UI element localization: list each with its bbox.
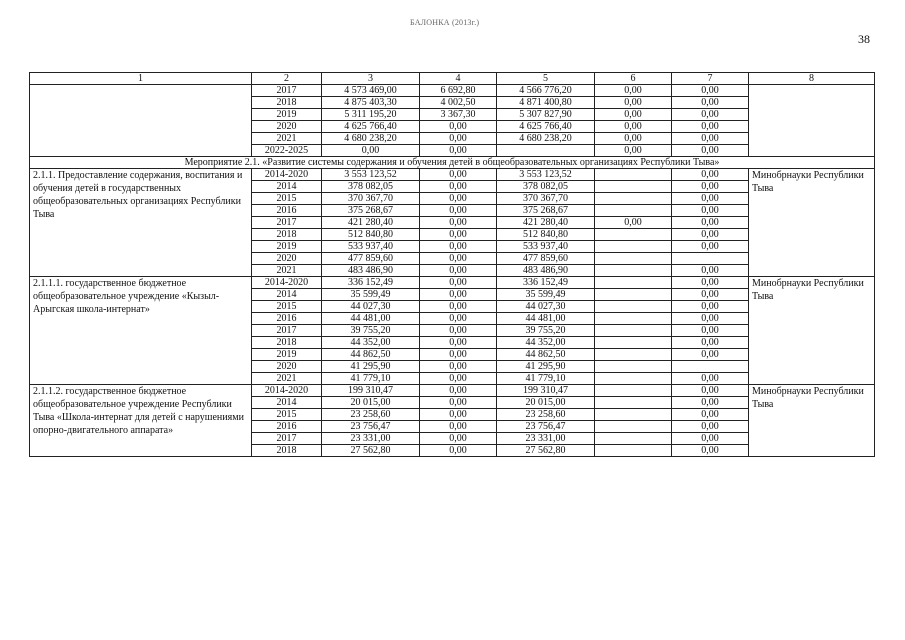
table-cell: 0,00 xyxy=(672,205,749,217)
table-cell: 0,00 xyxy=(672,289,749,301)
table-cell: 0,00 xyxy=(672,385,749,397)
table-cell: 2014-2020 xyxy=(252,169,322,181)
table-cell: 0,00 xyxy=(672,181,749,193)
table-cell: 39 755,20 xyxy=(497,325,595,337)
budget-table xyxy=(29,72,875,457)
responsible-cell: Минобрнауки Республики Тыва xyxy=(749,385,875,457)
table-cell: 2020 xyxy=(252,253,322,265)
table-cell: 41 779,10 xyxy=(497,373,595,385)
table-cell xyxy=(595,385,672,397)
description-cell: 2.1.1. Предоставление содержания, воспитания и обучения детей в государственных общеобразовательных организациях Республики Тыва xyxy=(30,169,252,277)
table-cell: 35 599,49 xyxy=(322,289,420,301)
table-cell xyxy=(595,421,672,433)
table-cell: 512 840,80 xyxy=(322,229,420,241)
table-cell: 0,00 xyxy=(672,133,749,145)
table-cell xyxy=(595,409,672,421)
table-cell xyxy=(595,205,672,217)
table-cell: 6 692,80 xyxy=(420,85,497,97)
description-cell: 2.1.1.2. государственное бюджетное общеобразовательное учреждение Республики Тыва «Школа-интернат для детей с нарушениями опорно-двигательного аппарата» xyxy=(30,385,252,457)
table-cell: 2016 xyxy=(252,205,322,217)
table-cell: 0,00 xyxy=(595,97,672,109)
table-cell: 0,00 xyxy=(672,373,749,385)
table-cell: 2021 xyxy=(252,133,322,145)
table-cell: 4 566 776,20 xyxy=(497,85,595,97)
table-cell: 421 280,40 xyxy=(497,217,595,229)
header-stamp: БАЛОНКА (2013г.) xyxy=(410,18,480,27)
table-cell xyxy=(595,289,672,301)
column-header: 4 xyxy=(420,73,497,85)
table-cell: 2018 xyxy=(252,445,322,457)
table-cell: 0,00 xyxy=(672,229,749,241)
table-cell: 2019 xyxy=(252,109,322,121)
table-cell: 2014 xyxy=(252,181,322,193)
table-cell: 0,00 xyxy=(672,397,749,409)
table-cell: 2014-2020 xyxy=(252,277,322,289)
table-cell: 2018 xyxy=(252,229,322,241)
table-cell: 2016 xyxy=(252,421,322,433)
table-cell: 5 307 827,90 xyxy=(497,109,595,121)
table-cell xyxy=(595,301,672,313)
table-cell: 483 486,90 xyxy=(497,265,595,277)
table-cell xyxy=(497,145,595,157)
table-cell xyxy=(595,229,672,241)
table-cell: 0,00 xyxy=(672,337,749,349)
column-header: 6 xyxy=(595,73,672,85)
table-cell: 0,00 xyxy=(420,361,497,373)
table-cell: 2017 xyxy=(252,85,322,97)
table-cell xyxy=(595,433,672,445)
table-cell: 336 152,49 xyxy=(497,277,595,289)
table-cell: 0,00 xyxy=(420,325,497,337)
table-cell: 0,00 xyxy=(420,397,497,409)
table-cell: 4 871 400,80 xyxy=(497,97,595,109)
table-cell: 2018 xyxy=(252,97,322,109)
table-cell: 20 015,00 xyxy=(497,397,595,409)
table-cell: 0,00 xyxy=(420,421,497,433)
table-cell: 2015 xyxy=(252,301,322,313)
table-cell: 4 680 238,20 xyxy=(322,133,420,145)
table-cell: 2017 xyxy=(252,325,322,337)
table-cell: 2020 xyxy=(252,361,322,373)
table-cell: 2019 xyxy=(252,241,322,253)
table-row xyxy=(30,85,875,97)
table-row xyxy=(30,277,875,289)
column-header: 3 xyxy=(322,73,420,85)
table-cell: 0,00 xyxy=(420,121,497,133)
table-cell: 0,00 xyxy=(672,325,749,337)
table-cell xyxy=(595,325,672,337)
table-cell: 0,00 xyxy=(420,145,497,157)
table-cell: 4 680 238,20 xyxy=(497,133,595,145)
table-cell: 0,00 xyxy=(672,409,749,421)
table-cell: 0,00 xyxy=(420,445,497,457)
table-cell: 0,00 xyxy=(420,337,497,349)
table-cell: 370 367,70 xyxy=(497,193,595,205)
table-cell: 0,00 xyxy=(420,181,497,193)
table-cell: 3 553 123,52 xyxy=(322,169,420,181)
table-cell: 199 310,47 xyxy=(322,385,420,397)
table-cell: 375 268,67 xyxy=(322,205,420,217)
table-cell: 533 937,40 xyxy=(497,241,595,253)
table-cell: 4 625 766,40 xyxy=(322,121,420,133)
column-header: 5 xyxy=(497,73,595,85)
table-cell: 2017 xyxy=(252,433,322,445)
table-cell: 27 562,80 xyxy=(497,445,595,457)
event-title: Мероприятие 2.1. «Развитие системы содержания и обучения детей в общеобразовательных организациях Республики Тыва» xyxy=(30,157,875,169)
table-cell: 3 553 123,52 xyxy=(497,169,595,181)
table-cell: 41 295,90 xyxy=(497,361,595,373)
table-body xyxy=(30,73,875,457)
table-cell: 0,00 xyxy=(672,85,749,97)
table-row xyxy=(30,169,875,181)
responsible-cell: Минобрнауки Республики Тыва xyxy=(749,169,875,277)
table-cell xyxy=(595,277,672,289)
table-cell: 378 082,05 xyxy=(497,181,595,193)
table-cell: 4 002,50 xyxy=(420,97,497,109)
table-cell: 0,00 xyxy=(672,241,749,253)
table-cell: 0,00 xyxy=(420,373,497,385)
table-cell: 483 486,90 xyxy=(322,265,420,277)
page-number: 38 xyxy=(858,32,870,46)
table-cell: 44 481,00 xyxy=(497,313,595,325)
table-cell: 533 937,40 xyxy=(322,241,420,253)
table-cell: 23 258,60 xyxy=(322,409,420,421)
table-cell: 0,00 xyxy=(672,169,749,181)
table-cell: 0,00 xyxy=(420,229,497,241)
description-cell xyxy=(30,85,252,157)
table-cell: 0,00 xyxy=(595,121,672,133)
table-cell: 0,00 xyxy=(595,145,672,157)
table-cell: 44 352,00 xyxy=(497,337,595,349)
table-cell: 0,00 xyxy=(420,193,497,205)
table-cell: 0,00 xyxy=(672,109,749,121)
table-cell: 0,00 xyxy=(420,253,497,265)
table-cell xyxy=(595,241,672,253)
table-cell: 2022-2025 xyxy=(252,145,322,157)
table-cell: 44 027,30 xyxy=(497,301,595,313)
table-cell: 44 352,00 xyxy=(322,337,420,349)
table-cell: 35 599,49 xyxy=(497,289,595,301)
table-cell: 0,00 xyxy=(420,433,497,445)
table-cell xyxy=(672,361,749,373)
table-cell: 336 152,49 xyxy=(322,277,420,289)
description-cell: 2.1.1.1. государственное бюджетное общеобразовательное учреждение «Кызыл-Арыгская школа-интернат» xyxy=(30,277,252,385)
table-cell: 2019 xyxy=(252,349,322,361)
table-cell xyxy=(595,397,672,409)
table-cell: 477 859,60 xyxy=(497,253,595,265)
table-cell: 0,00 xyxy=(672,97,749,109)
table-cell: 375 268,67 xyxy=(497,205,595,217)
table-cell: 0,00 xyxy=(595,217,672,229)
table-cell xyxy=(595,169,672,181)
table-cell: 2014-2020 xyxy=(252,385,322,397)
table-cell: 0,00 xyxy=(420,217,497,229)
table-cell: 5 311 195,20 xyxy=(322,109,420,121)
table-cell: 44 862,50 xyxy=(322,349,420,361)
table-cell: 0,00 xyxy=(672,193,749,205)
table-cell: 0,00 xyxy=(420,385,497,397)
table-cell: 2015 xyxy=(252,409,322,421)
table-cell: 0,00 xyxy=(672,265,749,277)
table-cell: 0,00 xyxy=(672,145,749,157)
table-cell: 0,00 xyxy=(672,421,749,433)
table-cell: 41 295,90 xyxy=(322,361,420,373)
table-cell xyxy=(595,349,672,361)
responsible-cell xyxy=(749,85,875,157)
column-header: 1 xyxy=(30,73,252,85)
table-cell xyxy=(595,193,672,205)
table-cell: 2021 xyxy=(252,265,322,277)
table-cell: 199 310,47 xyxy=(497,385,595,397)
table-cell: 2014 xyxy=(252,289,322,301)
table-cell: 0,00 xyxy=(672,217,749,229)
table-cell: 23 331,00 xyxy=(497,433,595,445)
table-cell: 23 331,00 xyxy=(322,433,420,445)
table-cell: 0,00 xyxy=(420,265,497,277)
table-cell: 44 862,50 xyxy=(497,349,595,361)
table-cell: 39 755,20 xyxy=(322,325,420,337)
table-cell: 23 756,47 xyxy=(497,421,595,433)
table-cell: 477 859,60 xyxy=(322,253,420,265)
table-cell: 370 367,70 xyxy=(322,193,420,205)
table-cell xyxy=(595,253,672,265)
table-cell: 44 481,00 xyxy=(322,313,420,325)
table-cell: 0,00 xyxy=(672,445,749,457)
table-cell xyxy=(595,337,672,349)
table-cell xyxy=(595,361,672,373)
table-cell: 4 875 403,30 xyxy=(322,97,420,109)
table-cell xyxy=(672,253,749,265)
table-cell: 0,00 xyxy=(420,205,497,217)
table-cell: 0,00 xyxy=(672,313,749,325)
table-cell: 2015 xyxy=(252,193,322,205)
table-cell: 2017 xyxy=(252,217,322,229)
table-cell: 23 756,47 xyxy=(322,421,420,433)
column-header: 8 xyxy=(749,73,875,85)
table-cell: 44 027,30 xyxy=(322,301,420,313)
table-cell: 2016 xyxy=(252,313,322,325)
table-cell xyxy=(595,313,672,325)
table-cell: 0,00 xyxy=(672,433,749,445)
table-cell: 3 367,30 xyxy=(420,109,497,121)
table-cell: 0,00 xyxy=(595,109,672,121)
table-cell: 0,00 xyxy=(420,301,497,313)
table-cell: 4 625 766,40 xyxy=(497,121,595,133)
table-cell xyxy=(595,265,672,277)
table-cell xyxy=(595,181,672,193)
table-cell: 0,00 xyxy=(420,409,497,421)
table-cell: 2018 xyxy=(252,337,322,349)
table-cell: 0,00 xyxy=(672,277,749,289)
table-cell: 23 258,60 xyxy=(497,409,595,421)
table-cell: 0,00 xyxy=(420,277,497,289)
table-cell: 0,00 xyxy=(420,349,497,361)
table-cell: 0,00 xyxy=(420,133,497,145)
table-cell xyxy=(595,373,672,385)
responsible-cell: Минобрнауки Республики Тыва xyxy=(749,277,875,385)
table-cell: 0,00 xyxy=(420,313,497,325)
table-cell: 0,00 xyxy=(595,85,672,97)
table-cell: 41 779,10 xyxy=(322,373,420,385)
table-cell: 0,00 xyxy=(672,301,749,313)
table-cell: 0,00 xyxy=(420,241,497,253)
table-cell: 0,00 xyxy=(420,289,497,301)
table-cell: 20 015,00 xyxy=(322,397,420,409)
table-cell xyxy=(595,445,672,457)
table-cell: 4 573 469,00 xyxy=(322,85,420,97)
table-cell: 512 840,80 xyxy=(497,229,595,241)
event-title-row xyxy=(30,157,875,169)
table-cell: 2021 xyxy=(252,373,322,385)
table-cell: 0,00 xyxy=(672,349,749,361)
column-header-row xyxy=(30,73,875,85)
column-header: 7 xyxy=(672,73,749,85)
table-cell: 421 280,40 xyxy=(322,217,420,229)
table-cell: 378 082,05 xyxy=(322,181,420,193)
table-cell: 0,00 xyxy=(672,121,749,133)
table-row xyxy=(30,385,875,397)
table-cell: 0,00 xyxy=(595,133,672,145)
table-cell: 2020 xyxy=(252,121,322,133)
table-cell: 0,00 xyxy=(420,169,497,181)
table-cell: 2014 xyxy=(252,397,322,409)
table-cell: 27 562,80 xyxy=(322,445,420,457)
table-cell: 0,00 xyxy=(322,145,420,157)
column-header: 2 xyxy=(252,73,322,85)
